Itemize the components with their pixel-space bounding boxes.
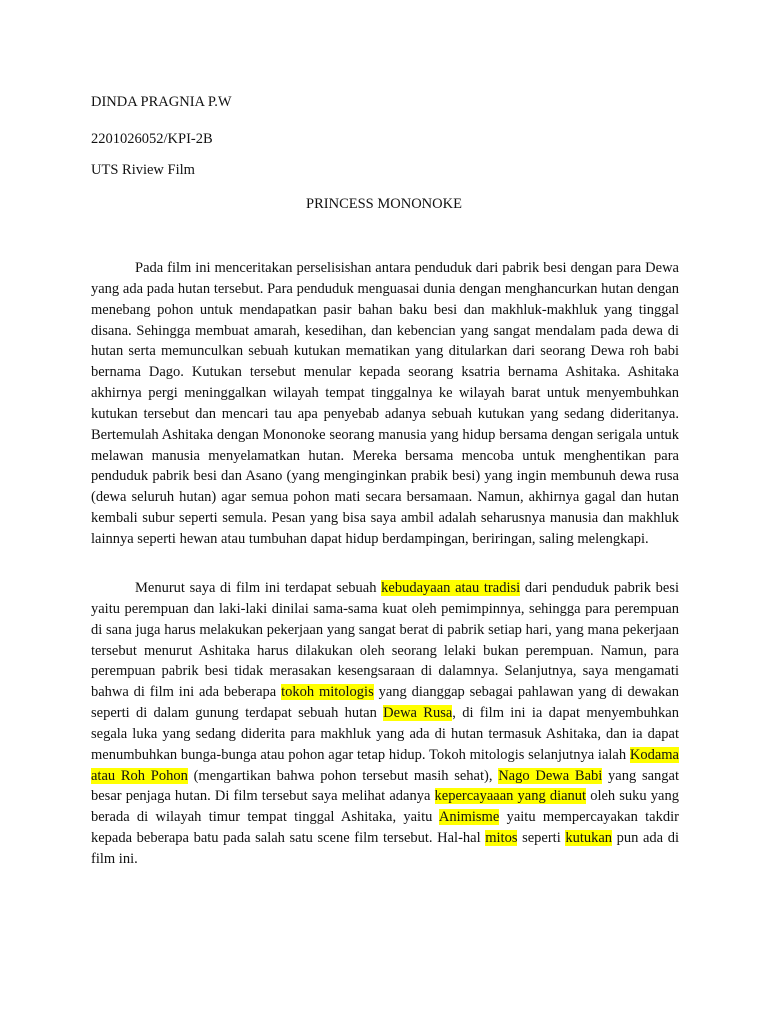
highlight-dewa-rusa: Dewa Rusa: [383, 705, 453, 722]
highlight-animisme: Animisme: [438, 809, 500, 826]
highlight-mitos: mitos: [485, 830, 518, 847]
paragraph-summary: Pada film ini menceritakan perselisishan antara penduduk dari pabrik besi dengan para Dewa yang ada pada hutan tersebut. Para penduduk menguasai dunia dengan menghancurkan hutan dengan menebang pohon untuk mendapatkan pasir bahan baku besi dan makhluk-makhluk yang tinggal disana. Sehingga membuat amarah, kesedihan, dan kebencian yang sangat mendalam pada dewa di hutan serta memunculkan sebuah kutukan mematikan yang ditularkan dari seorang Dewa roh babi bernama Dago. Kutukan tersebut menular kepada seorang ksatria bernama Ashitaka. Ashitaka akhirnya pergi meninggalkan wilayah tempat tinggalnya ke wilayah barat untuk menyembuhkan kutukan tersebut dan mencari tau apa penyebab adanya sebuah kutukan yang sedang dideritanya. Bertemulah Ashitaka dengan Mononoke seorang manusia yang hidup bersama dengan serigala untuk melawan manusia menyelamatkan hutan. Mereka bersama mencoba untuk menghentikan para penduduk pabrik besi dan Asano (yang menginginkan prabik besi) yang ingin membunuh dewa rusa (dewa seluruh hutan) agar semua pohon mati secara bersamaan. Namun, akhirnya gagal dan hutan kembali subur seperti semula. Pesan yang bisa saya ambil adalah seharusnya manusia dan makhluk lainnya seperti hewan atau tumbuhan dapat hidup berdampingan, beriringan, saling melengkapi.: [91, 260, 679, 547]
highlight-belief: kepercayaaan yang dianut: [434, 788, 587, 805]
highlight-kodama: Kodama atau Roh Pohon: [91, 746, 679, 784]
highlight-nago-dewa-babi: Nago Dewa Babi: [498, 767, 603, 784]
highlight-kutukan: kutukan: [565, 830, 613, 847]
text-run: yang sangat besar penjaga hutan. Di film tersebut saya melihat adanya: [91, 767, 679, 805]
paragraph-analysis: [91, 578, 679, 870]
text-run: oleh suku yang berada di wilayah timur tempat tinggal Ashitaka, yaitu: [91, 788, 679, 826]
text-run: yaitu mempercayakan takdir kepada beberapa batu pada salah satu scene film tersebut. Hal-hal: [91, 809, 679, 847]
text-run: seperti: [517, 830, 566, 847]
text-run: (mengartikan bahwa pohon tersebut masih sehat),: [187, 767, 499, 784]
highlight-tradition: kebudayaan atau tradisi: [381, 580, 521, 596]
text-run: , di film ini ia dapat menyembuhkan segala luka yang sedang diderita para makhluk yang ada di hutan termasuk Ashitaka, dan ia dapat menumbuhkan bunga-bunga atau pohon agar tetap hidup. Tokoh mitologis selanjutnya ialah: [91, 705, 679, 763]
highlight-mythological-figure: tokoh mitologis: [281, 684, 374, 701]
text-run: pun ada di film ini.: [91, 830, 679, 867]
text-run: Menurut saya di film ini terdapat sebuah: [135, 580, 382, 596]
author-name: DINDA PRAGNIA P.W: [91, 94, 232, 110]
film-title: PRINCESS MONONOKE: [306, 196, 462, 212]
student-id-class: 2201026052/KPI-2B: [91, 131, 213, 147]
text-run: yang dianggap sebagai pahlawan yang di dewakan seperti di dalam gunung terdapat sebuah hutan: [91, 684, 679, 722]
assignment-title: UTS Riview Film: [91, 162, 195, 178]
text-run: dari penduduk pabrik besi yaitu perempuan dan laki-laki dinilai sama-sama kuat oleh pemimpinnya, sehingga para perempuan di sana juga harus melakukan pekerjaan yang sangat berat di pabrik setiap hari, yang mana pekerjaan tersebut menurut Ashitaka harus dilakukan oleh seorang lelaki bukan perempuan. Namun, para perempuan pabrik besi tidak merasakan kesengsaraan di dalamnya. Selanjutnya, saya mengamati bahwa di film ini ada beberapa: [91, 580, 679, 701]
